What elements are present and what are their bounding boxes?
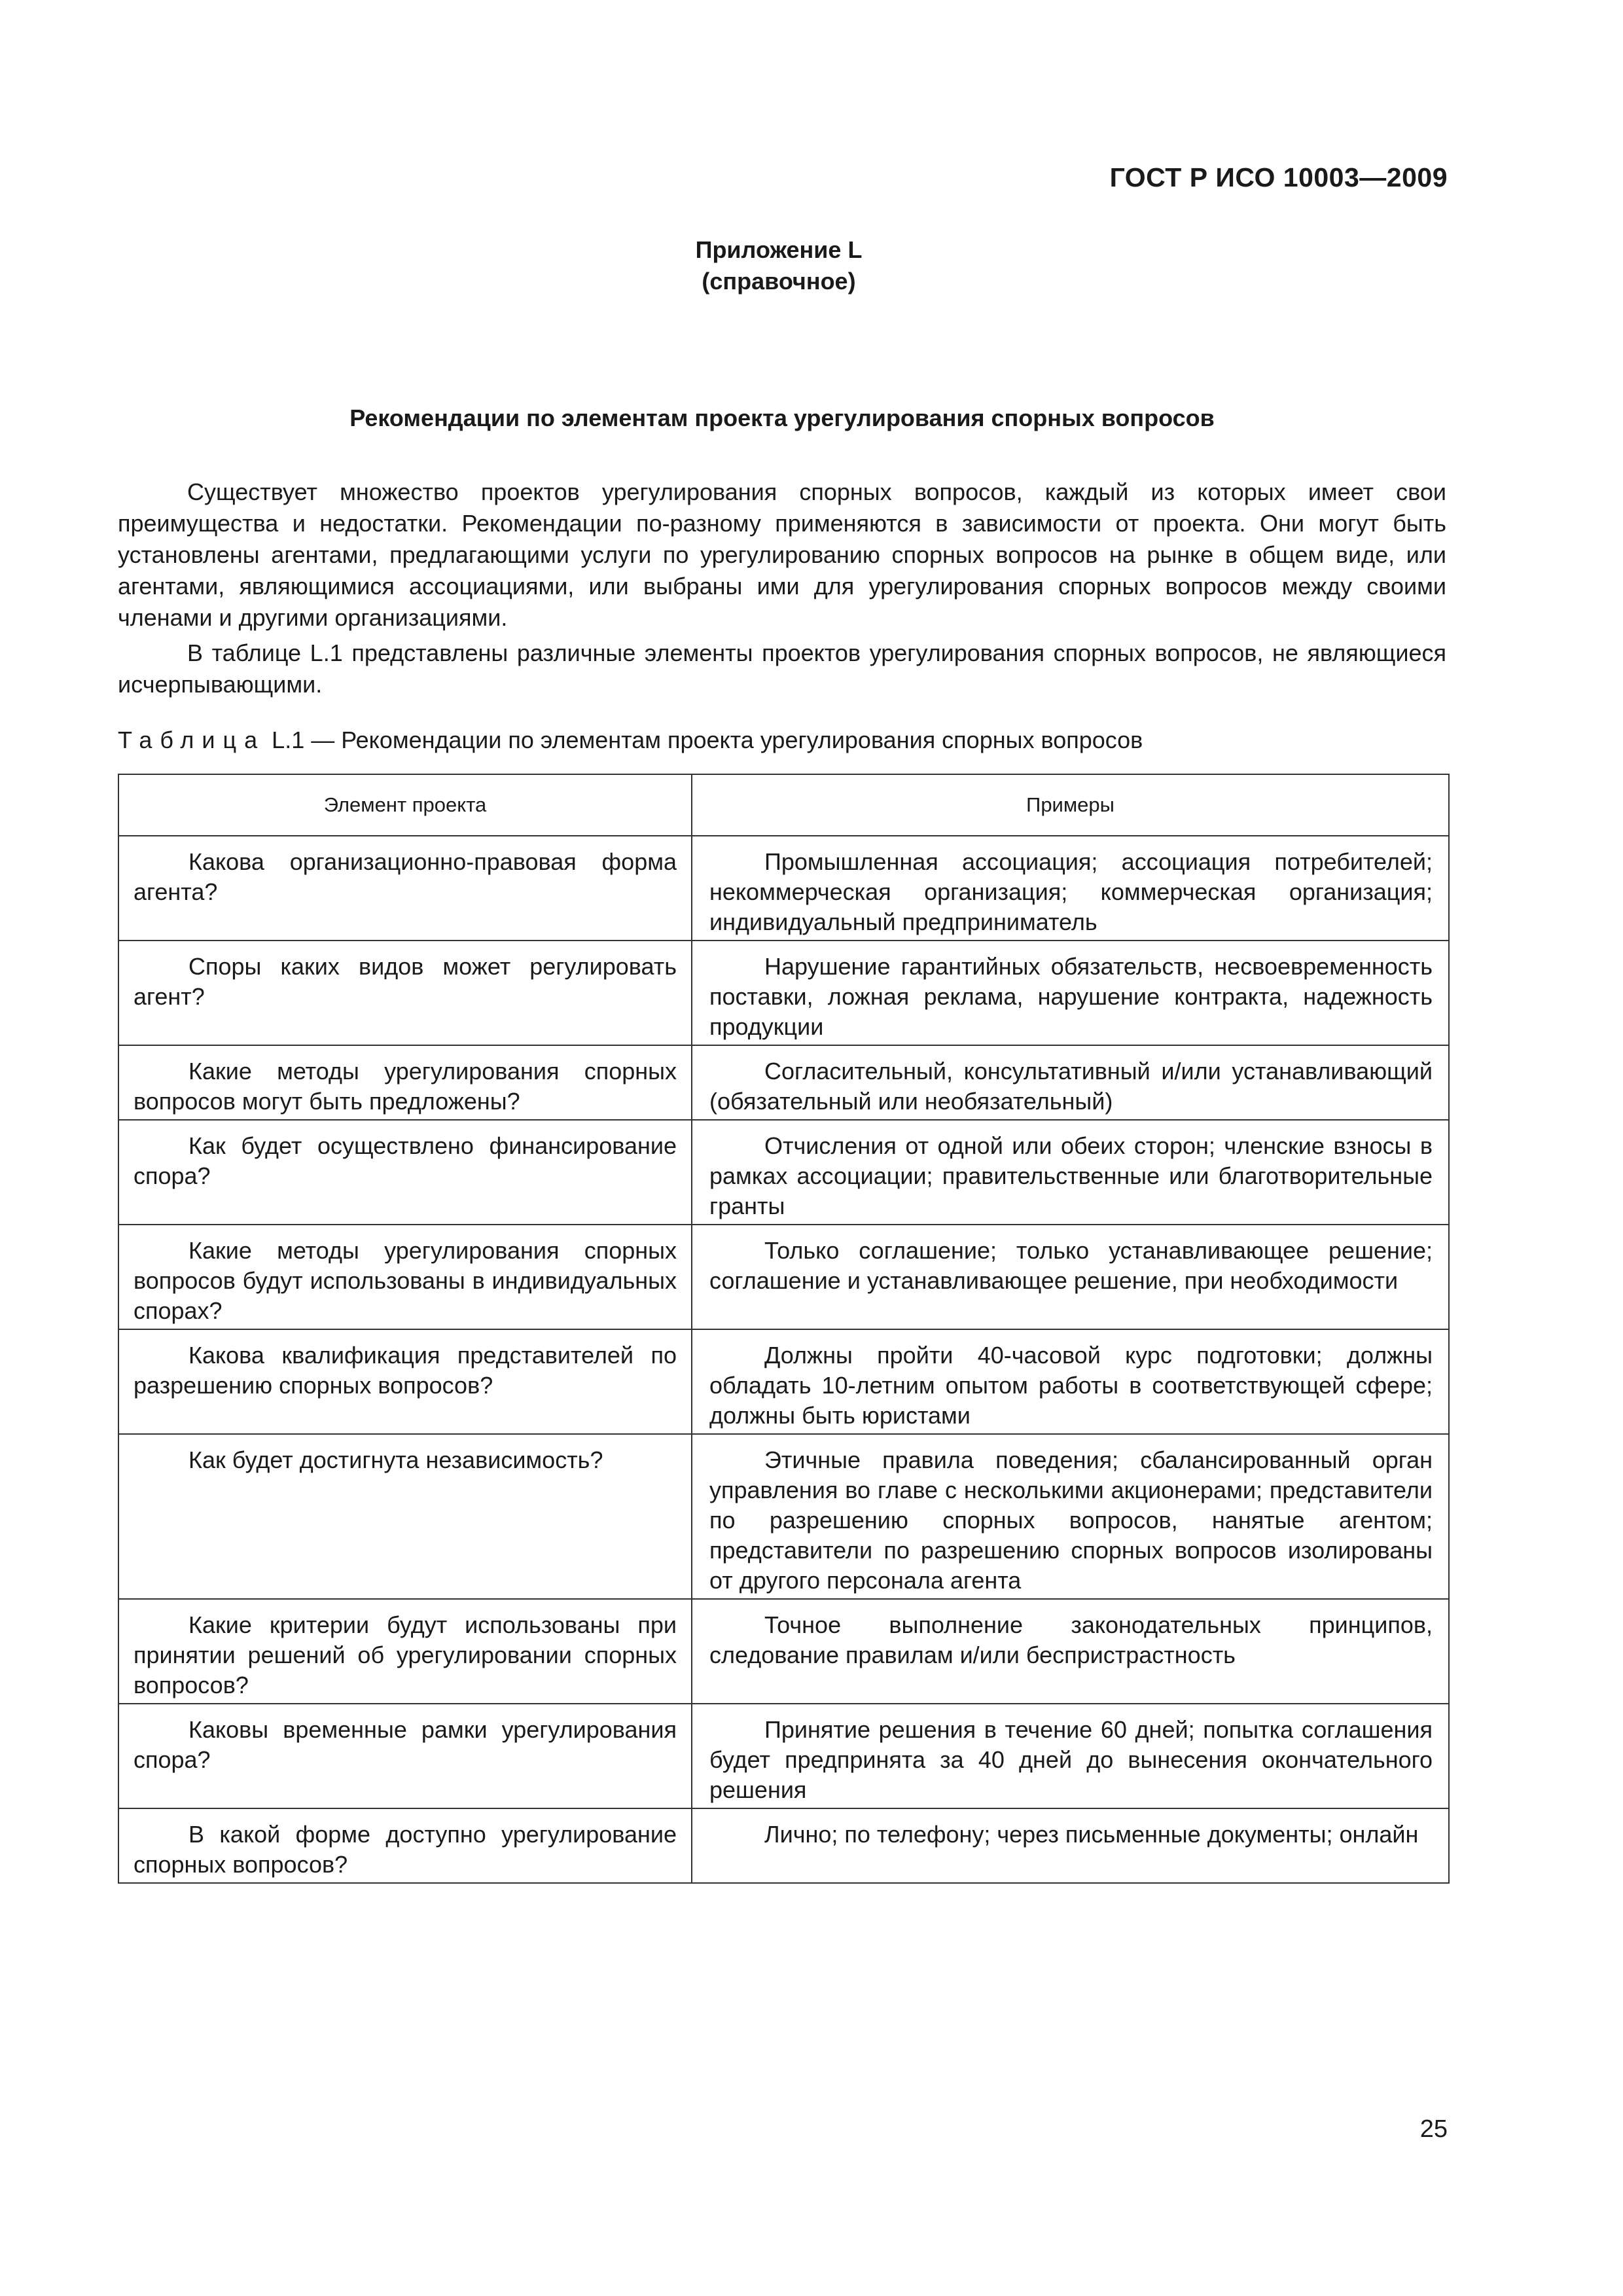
examples-cell: Этичные правила поведения; сбалансированный орган управления во главе с несколькими акционерами; представители по разрешению спорных вопросов, нанятые агентом; представители по разрешению спорных вопросов изолированы от другого персонала агента <box>692 1434 1449 1599</box>
table-row <box>118 1808 1449 1883</box>
column-header-element: Элемент проекта <box>118 774 692 836</box>
element-cell: Какова квалификация представителей по разрешению спорных вопросов? <box>118 1329 692 1434</box>
column-header-examples: Примеры <box>692 774 1449 836</box>
appendix-heading <box>0 234 1558 297</box>
page-number: 25 <box>1419 2115 1448 2143</box>
table-row <box>118 1329 1449 1434</box>
recommendations-table <box>118 774 1450 1884</box>
examples-cell: Промышленная ассоциация; ассоциация потребителей; некоммерческая организация; коммерческая организация; индивидуальный предприниматель <box>692 836 1449 941</box>
element-cell: Какова организационно-правовая форма агента? <box>118 836 692 941</box>
document-code: ГОСТ Р ИСО 10003—2009 <box>1109 162 1448 192</box>
intro-paragraph: В таблице L.1 представлены различные элементы проектов урегулирования спорных вопросов, не являющиеся исчерпывающими. <box>118 639 1446 698</box>
table-row <box>118 1704 1449 1808</box>
table-caption <box>118 726 1143 754</box>
table-header-row <box>118 774 1449 836</box>
examples-cell: Нарушение гарантийных обязательств, несвоевременность поставки, ложная реклама, нарушение контракта, надежность продукции <box>692 941 1449 1045</box>
element-cell: Как будет осуществлено финансирование спора? <box>118 1120 692 1225</box>
intro-text <box>118 476 1446 704</box>
element-cell: В какой форме доступно урегулирование спорных вопросов? <box>118 1808 692 1883</box>
examples-cell: Принятие решения в течение 60 дней; попытка соглашения будет предпринята за 40 дней до вынесения окончательного решения <box>692 1704 1449 1808</box>
table-caption-text: L.1 — Рекомендации по элементам проекта урегулирования спорных вопросов <box>272 726 1143 753</box>
table-row <box>118 941 1449 1045</box>
appendix-subtitle: (справочное) <box>702 268 856 295</box>
examples-cell: Лично; по телефону; через письменные документы; онлайн <box>692 1808 1449 1883</box>
examples-cell: Должны пройти 40-часовой курс подготовки; должны обладать 10-летним опытом работы в соответствующей сфере; должны быть юристами <box>692 1329 1449 1434</box>
table-row <box>118 836 1449 941</box>
examples-cell: Отчисления от одной или обеих сторон; членские взносы в рамках ассоциации; правительственные или благотворительные гранты <box>692 1120 1449 1225</box>
recommendations-table-container <box>118 774 1448 1884</box>
element-cell: Какие методы урегулирования спорных вопросов могут быть предложены? <box>118 1045 692 1120</box>
table-row <box>118 1225 1449 1329</box>
element-cell: Как будет достигнута независимость? <box>118 1434 692 1599</box>
appendix-title: Приложение L <box>695 236 863 263</box>
table-caption-label: Таблица <box>118 726 266 753</box>
section-title: Рекомендации по элементам проекта урегулирования спорных вопросов <box>349 404 1215 431</box>
examples-cell: Точное выполнение законодательных принципов, следование правилам и/или беспристрастность <box>692 1599 1449 1704</box>
table-row <box>118 1120 1449 1225</box>
examples-cell: Только соглашение; только устанавливающее решение; соглашение и устанавливающее решение, при необходимости <box>692 1225 1449 1329</box>
element-cell: Каковы временные рамки урегулирования спора? <box>118 1704 692 1808</box>
table-row <box>118 1434 1449 1599</box>
examples-cell: Согласительный, консультативный и/или устанавливающий (обязательный или необязательный) <box>692 1045 1449 1120</box>
element-cell: Какие критерии будут использованы при принятии решений об урегулировании спорных вопросов? <box>118 1599 692 1704</box>
element-cell: Какие методы урегулирования спорных вопросов будут использованы в индивидуальных спорах? <box>118 1225 692 1329</box>
element-cell: Споры каких видов может регулировать агент? <box>118 941 692 1045</box>
table-row <box>118 1045 1449 1120</box>
table-row <box>118 1599 1449 1704</box>
intro-paragraph: Существует множество проектов урегулирования спорных вопросов, каждый из которых имеет свои преимущества и недостатки. Рекомендации по-разному применяются в зависимости от проекта. Они могут быть установлены агентами, предлагающими услуги по урегулированию спорных вопросов на рынке в общем виде, или агентами, являющимися ассоциациями, или выбраны ими для урегулирования спорных вопросов между своими членами и другими организациями. <box>118 478 1446 631</box>
